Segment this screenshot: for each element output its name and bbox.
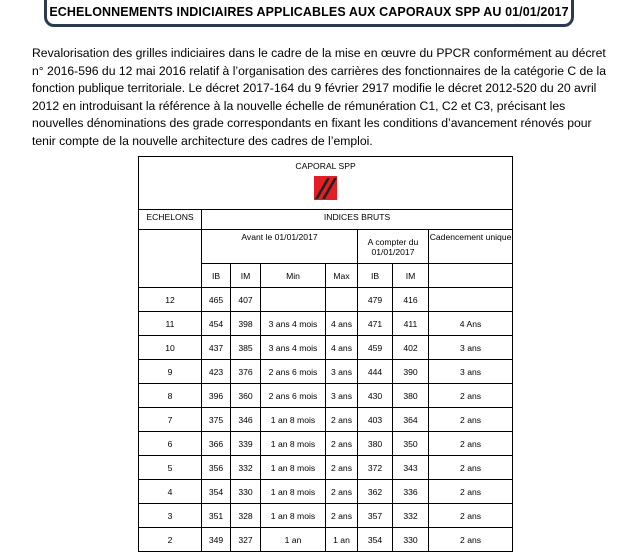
cell-im2: 364 (393, 408, 429, 432)
cell-im2: 380 (393, 384, 429, 408)
cell-max: 2 ans (326, 456, 358, 480)
cell-cad: 2 ans (429, 528, 513, 552)
cell-min: 1 an 8 mois (261, 480, 326, 504)
cell-im: 385 (231, 336, 261, 360)
cell-echelon: 4 (139, 480, 202, 504)
header-min: Min (261, 264, 326, 288)
header-ib-new: IB (358, 264, 393, 288)
cell-cad: 4 Ans (429, 312, 513, 336)
cell-ib: 465 (202, 288, 231, 312)
cell-max: 2 ans (326, 432, 358, 456)
cell-cad: 2 ans (429, 408, 513, 432)
cell-im: 360 (231, 384, 261, 408)
cell-echelon: 6 (139, 432, 202, 456)
table-row (139, 336, 513, 360)
cell-min: 1 an (261, 528, 326, 552)
header-indices-bruts: INDICES BRUTS (202, 210, 513, 230)
intro-paragraph: Revalorisation des grilles indiciaires dans le cadre de la mise en œuvre du PPCR conformément au décret n° 2016-596 du 12 mai 2016 relatif à l’organisation des carrières des fonctionnaires de la catégorie C de la fonction publique territoriale. Le décret 2017-164 du 9 février 2917 modifie le décret 2012-520 du 20 avril 2012 en introduisant la référence à la nouvelle échelle de rémunération C1, C2 et C3, précisant les nouvelles dénominations des grade correspondants en fixant les conditions d’avancement rénovés pour tenir compte de la nouvelle architecture des cadres de l’emploi. (32, 46, 606, 148)
cell-max: 2 ans (326, 408, 358, 432)
cell-cad: 2 ans (429, 480, 513, 504)
cell-im2: 416 (393, 288, 429, 312)
cell-min: 1 an 8 mois (261, 456, 326, 480)
cell-ib2: 357 (358, 504, 393, 528)
title-frame (44, 0, 574, 27)
cell-im2: 343 (393, 456, 429, 480)
cell-min: 2 ans 6 mois (261, 384, 326, 408)
cell-min: 1 an 8 mois (261, 432, 326, 456)
table-caption-cell (139, 157, 513, 210)
cell-ib2: 403 (358, 408, 393, 432)
cell-ib: 375 (202, 408, 231, 432)
cell-echelon: 3 (139, 504, 202, 528)
table-row (139, 504, 513, 528)
cell-echelon: 7 (139, 408, 202, 432)
header-apres: A compter du 01/01/2017 (358, 230, 429, 264)
salary-grid-table (138, 156, 513, 552)
cell-max: 4 ans (326, 312, 358, 336)
cell-im2: 390 (393, 360, 429, 384)
cell-im: 327 (231, 528, 261, 552)
header-ib: IB (202, 264, 231, 288)
cell-ib2: 362 (358, 480, 393, 504)
cell-max: 3 ans (326, 360, 358, 384)
cell-im2: 350 (393, 432, 429, 456)
cell-echelon: 5 (139, 456, 202, 480)
table-row (139, 408, 513, 432)
cell-max: 3 ans (326, 384, 358, 408)
page-title: ECHELONNEMENTS INDICIAIRES APPLICABLES AUX CAPORAUX SPP AU 01/01/2017 (49, 5, 569, 19)
cell-im2: 332 (393, 504, 429, 528)
header-im-new: IM (393, 264, 429, 288)
table-row (139, 360, 513, 384)
cell-max: 2 ans (326, 480, 358, 504)
table-row (139, 288, 513, 312)
cell-min: 1 an 8 mois (261, 408, 326, 432)
cell-ib2: 380 (358, 432, 393, 456)
cell-cad: 2 ans (429, 384, 513, 408)
cell-ib: 356 (202, 456, 231, 480)
header-cadencement: Cadencement unique (429, 230, 513, 264)
table-row (139, 456, 513, 480)
cell-im: 398 (231, 312, 261, 336)
cell-cad (429, 288, 513, 312)
table-row (139, 384, 513, 408)
cell-im: 330 (231, 480, 261, 504)
cell-ib2: 444 (358, 360, 393, 384)
table-row (139, 480, 513, 504)
cell-im: 339 (231, 432, 261, 456)
cell-echelon: 2 (139, 528, 202, 552)
table-caption: CAPORAL SPP (295, 161, 356, 171)
cell-echelon: 11 (139, 312, 202, 336)
cell-echelon: 12 (139, 288, 202, 312)
cell-min: 3 ans 4 mois (261, 312, 326, 336)
cell-ib: 366 (202, 432, 231, 456)
cell-ib2: 354 (358, 528, 393, 552)
cell-min: 2 ans 6 mois (261, 360, 326, 384)
cell-min (261, 288, 326, 312)
cell-cad: 2 ans (429, 504, 513, 528)
table-row (139, 528, 513, 552)
table-row (139, 312, 513, 336)
cell-echelon: 9 (139, 360, 202, 384)
cell-max: 4 ans (326, 336, 358, 360)
cell-im: 407 (231, 288, 261, 312)
cell-im2: 411 (393, 312, 429, 336)
cell-im2: 402 (393, 336, 429, 360)
cell-ib: 423 (202, 360, 231, 384)
header-cadencement-blank (429, 264, 513, 288)
cell-cad: 3 ans (429, 336, 513, 360)
cell-ib2: 372 (358, 456, 393, 480)
cell-max: 1 an (326, 528, 358, 552)
cell-cad: 3 ans (429, 360, 513, 384)
cell-cad: 2 ans (429, 456, 513, 480)
cell-echelon: 8 (139, 384, 202, 408)
sdis-logo-icon (314, 176, 337, 200)
cell-ib: 351 (202, 504, 231, 528)
table-row (139, 432, 513, 456)
cell-im: 376 (231, 360, 261, 384)
cell-ib: 349 (202, 528, 231, 552)
header-echelons-blank (139, 230, 202, 288)
cell-ib2: 459 (358, 336, 393, 360)
cell-im: 346 (231, 408, 261, 432)
header-echelons: ECHELONS (139, 210, 202, 230)
cell-im2: 330 (393, 528, 429, 552)
header-im: IM (231, 264, 261, 288)
cell-min: 1 an 8 mois (261, 504, 326, 528)
cell-min: 3 ans 4 mois (261, 336, 326, 360)
cell-max: 2 ans (326, 504, 358, 528)
cell-cad: 2 ans (429, 432, 513, 456)
cell-im: 328 (231, 504, 261, 528)
header-max: Max (326, 264, 358, 288)
cell-im: 332 (231, 456, 261, 480)
cell-ib2: 471 (358, 312, 393, 336)
cell-max (326, 288, 358, 312)
cell-im2: 336 (393, 480, 429, 504)
cell-ib: 354 (202, 480, 231, 504)
cell-ib2: 430 (358, 384, 393, 408)
cell-echelon: 10 (139, 336, 202, 360)
cell-ib: 437 (202, 336, 231, 360)
cell-ib: 396 (202, 384, 231, 408)
cell-ib2: 479 (358, 288, 393, 312)
header-avant: Avant le 01/01/2017 (202, 230, 358, 264)
cell-ib: 454 (202, 312, 231, 336)
